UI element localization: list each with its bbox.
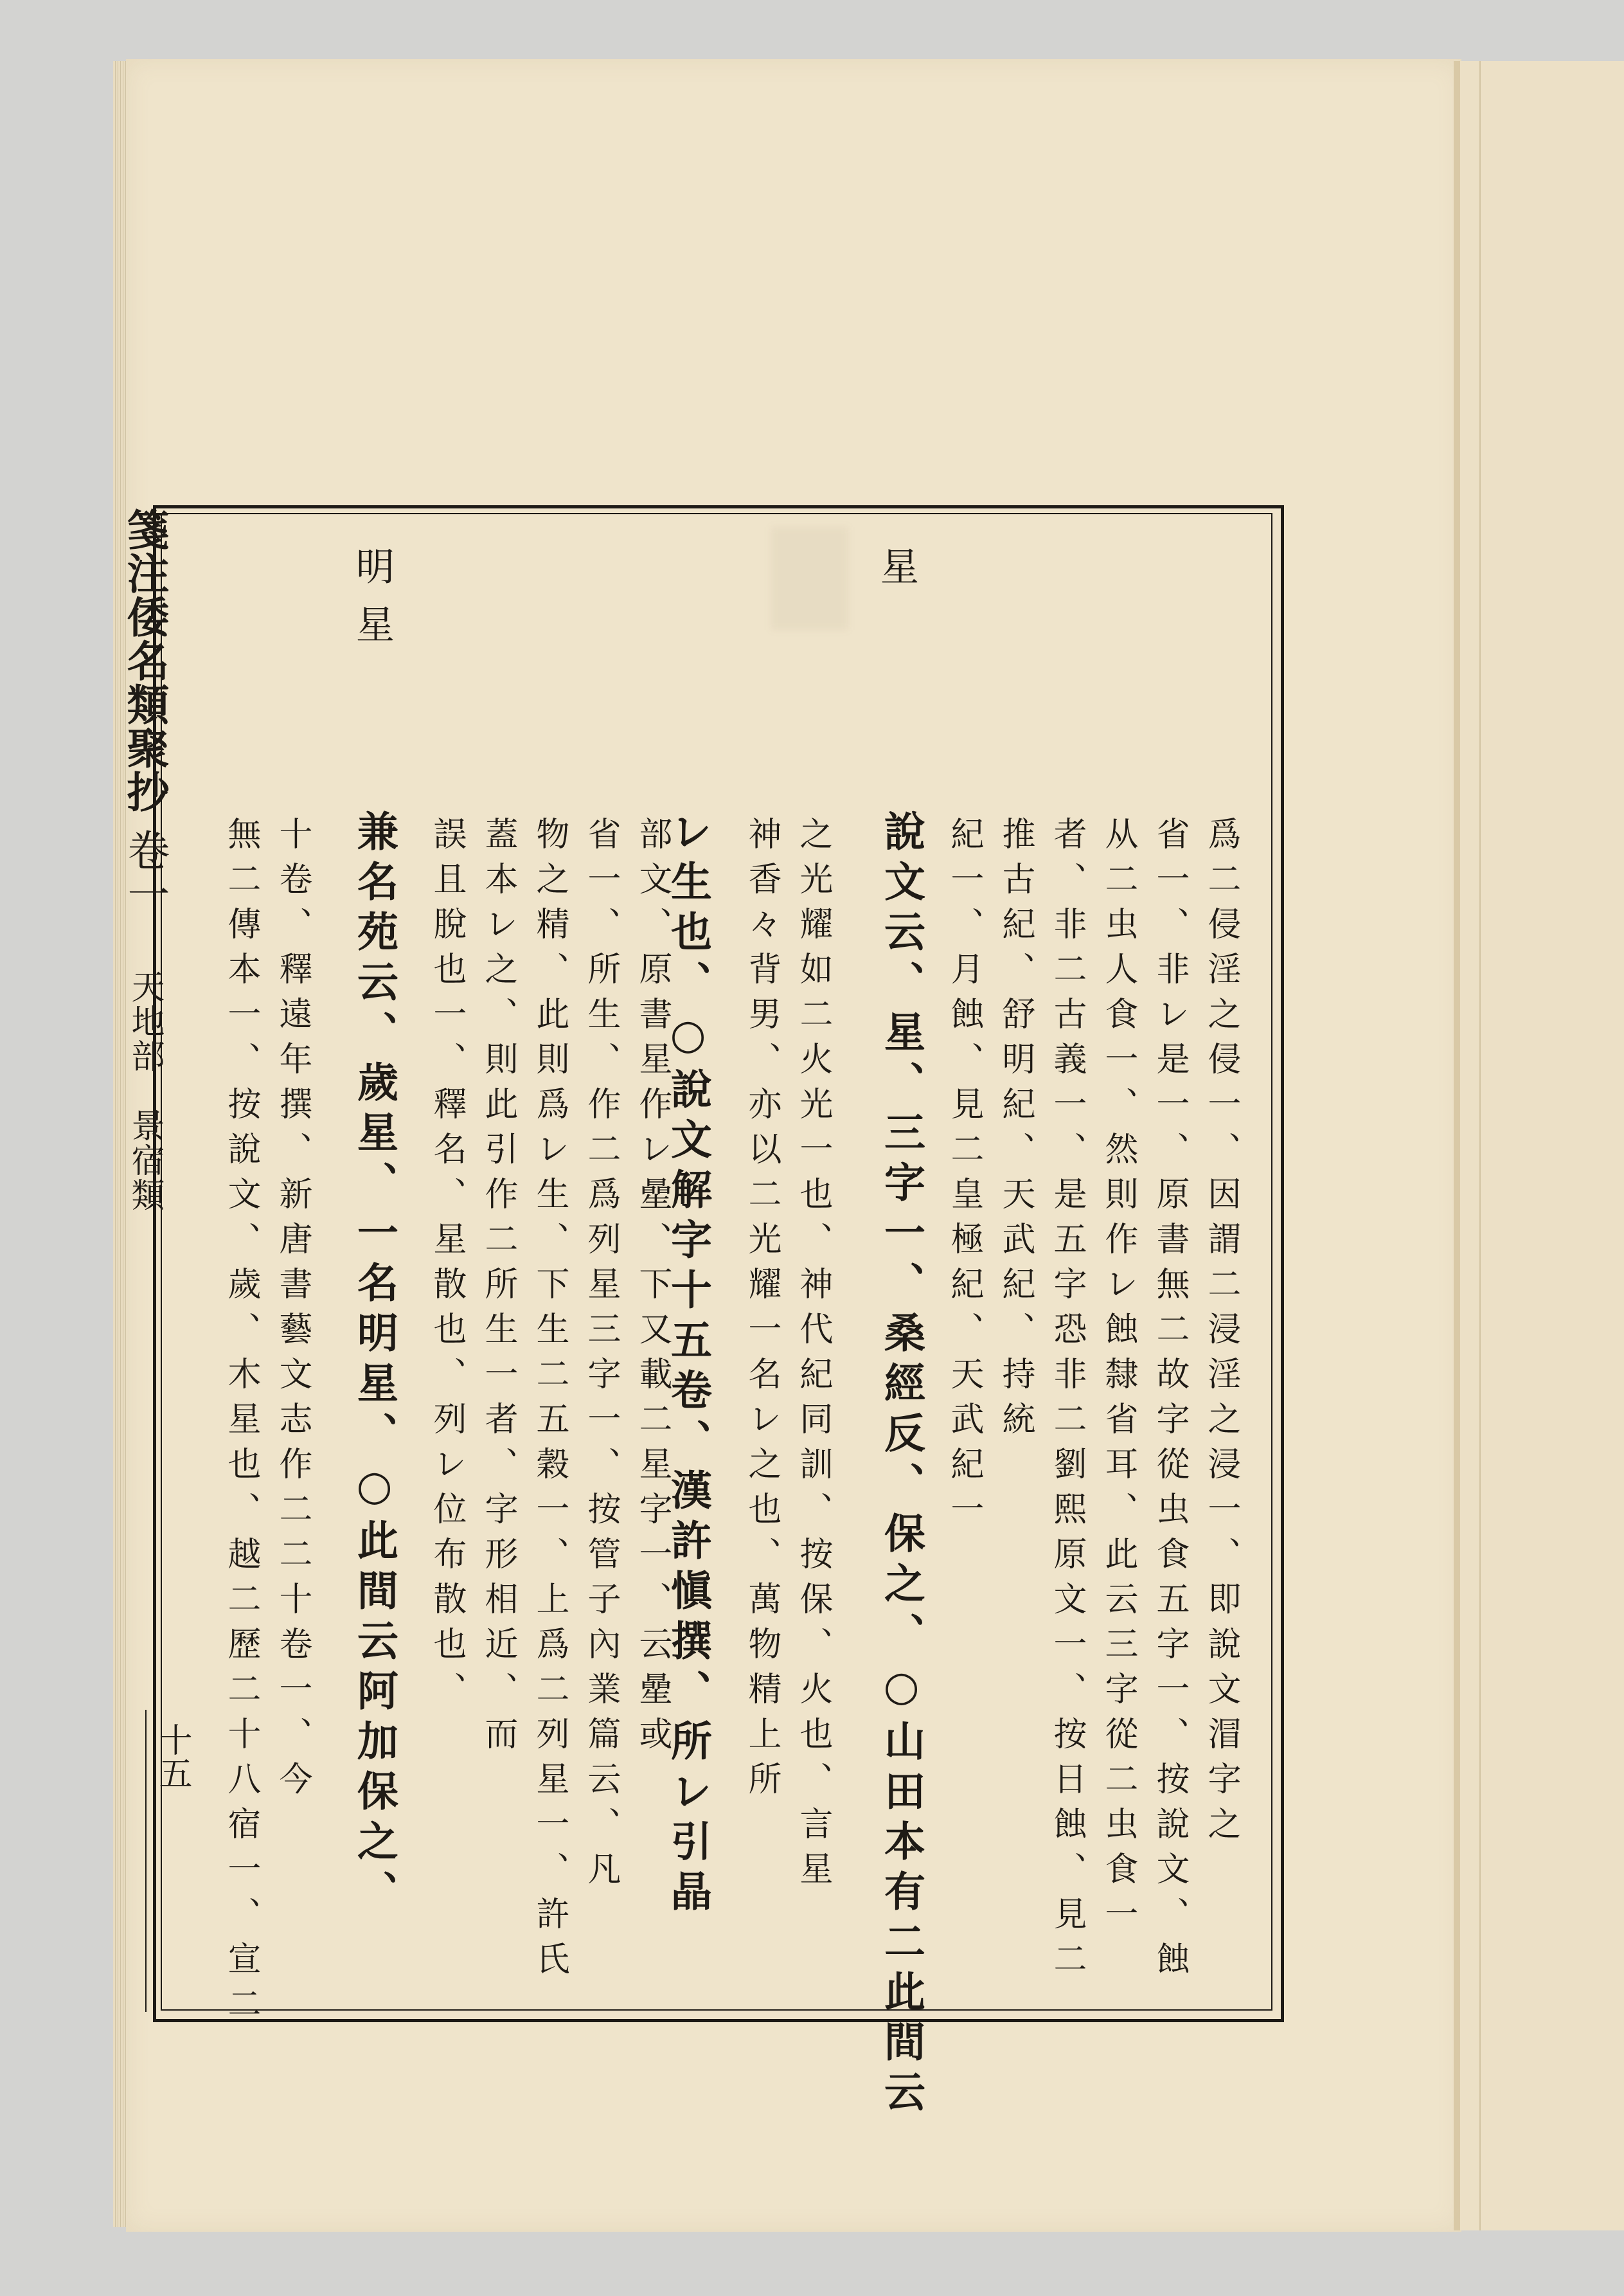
text-column: 之光耀如二火光一也、神代紀同訓、按保、火也、言星	[794, 816, 832, 1896]
text-column: 省一、非レ是一、原書無二故字從虫食五字一、按說文、蝕	[1150, 816, 1189, 1986]
text-column: 紀一、月蝕、見二皇極紀、天武紀一	[945, 816, 983, 1536]
text-column: 者、非二古義一、是五字恐非二劉熙原文一、按日蝕、見二	[1048, 816, 1086, 1986]
heading-star: 星	[874, 546, 919, 604]
text-column: 省一、所生、作二爲列星三字一、按管子內業篇云、凡	[582, 816, 620, 1896]
text-column: 十卷、釋遠年撰、新唐書藝文志作二二十卷一、今	[273, 816, 312, 1806]
section-label: 天地部 景宿類	[125, 969, 164, 1212]
page-number: 十五	[153, 1723, 192, 1789]
text-column: 推古紀、舒明紀、天武紀、持統	[996, 816, 1035, 1446]
text-column: 物之精、此則爲レ生、下生二五穀一、上爲二列星一、許氏	[530, 816, 569, 1986]
text-column: 爲二侵淫之侵一、因謂二浸淫之浸一、即說文㴘字之	[1202, 816, 1240, 1851]
facing-page	[1454, 61, 1624, 2230]
book-title: 箋注倭名類聚抄	[120, 508, 170, 814]
text-column: 神香々背男、亦以二光耀一名レ之也、萬物精上所	[742, 816, 781, 1806]
text-column: 說文云、星、三字一、桑經反、保之、○山田本有二此間云	[877, 810, 925, 2121]
text-column: 蓋本レ之、則此引作二所生一者、字形相近、而	[479, 816, 517, 1761]
text-column: 誤且脫也一、釋名、星散也、列レ位布散也、	[427, 816, 466, 1716]
volume-label: 卷一	[120, 828, 170, 916]
text-column: レ生也、○說文解字十五卷、漢許愼撰、所レ引晶	[664, 810, 712, 1920]
text-column: 兼名苑云、歲星、一名明星、○此間云阿加保之、	[350, 810, 398, 1920]
text-column: 部文、原書星作レ曐、下又載二星字一、云曐或	[633, 816, 672, 1761]
heading-bright-star: 明星	[350, 546, 395, 662]
text-column: 無二傳本一、按說文、歲、木星也、越二歷二十八宿一、宣二	[222, 816, 260, 2031]
running-head	[120, 508, 170, 1212]
text-column: 从二虫人食一、然則作レ蝕隸省耳、此云三字從二虫食一	[1099, 816, 1138, 1941]
